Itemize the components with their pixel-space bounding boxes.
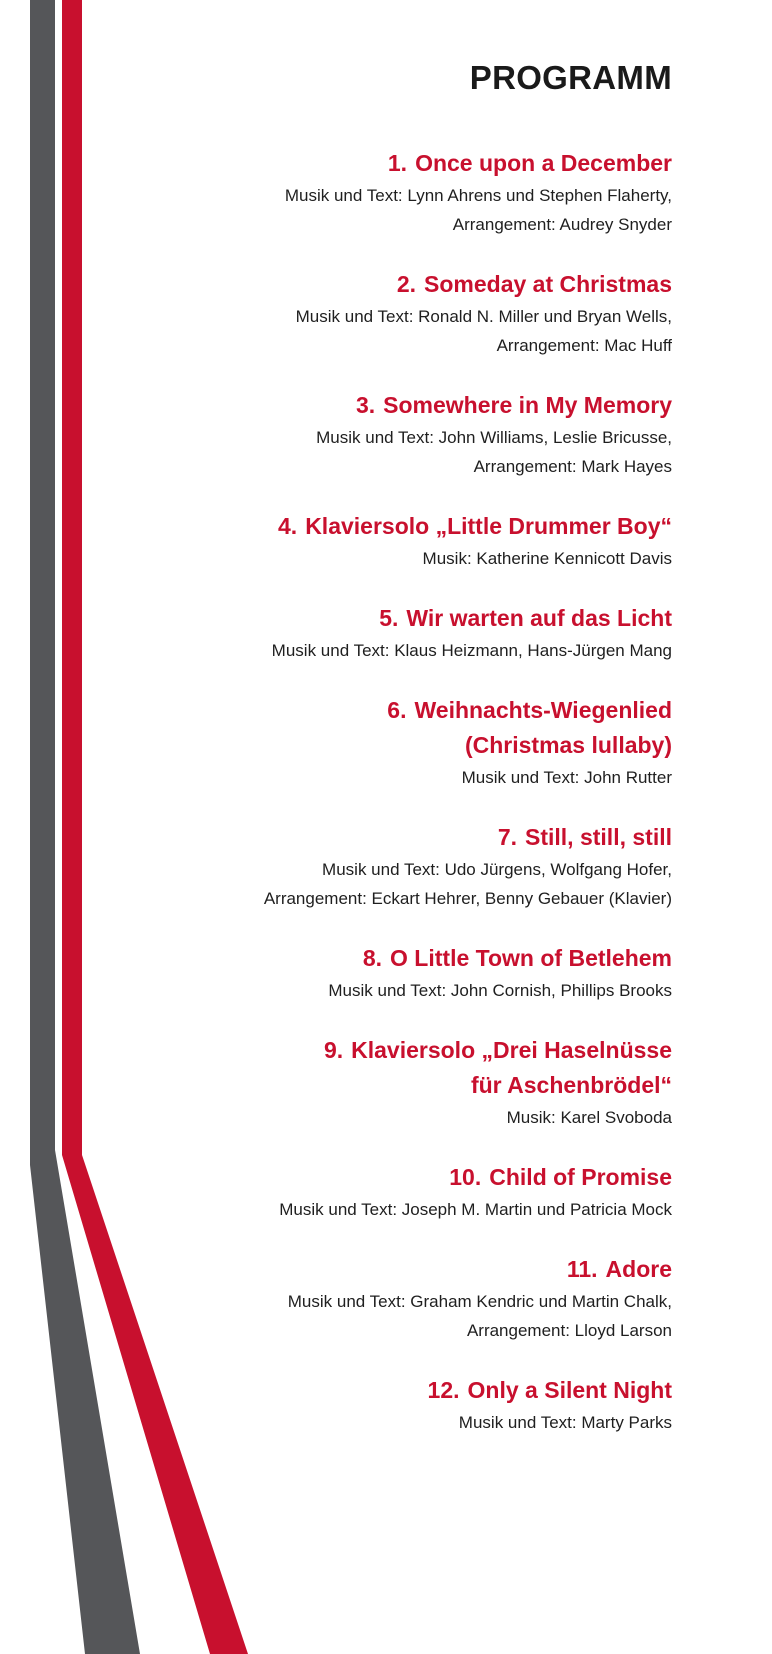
item-credit-line: Arrangement: Mac Huff (496, 336, 672, 355)
program-content (190, 58, 672, 1465)
program-item (190, 509, 672, 573)
item-title-text: Klaviersolo „Little Drummer Boy“ (305, 513, 672, 539)
item-title (190, 1033, 672, 1103)
item-number: 5. (379, 605, 399, 631)
item-title-line (190, 941, 672, 976)
item-number: 2. (396, 271, 417, 297)
item-credit (190, 181, 672, 239)
item-title (190, 1160, 672, 1195)
item-title (190, 1252, 672, 1287)
item-title-text: Wir warten auf das Licht (406, 605, 672, 631)
item-title-line (190, 1373, 672, 1408)
item-title-line (190, 693, 672, 728)
item-number: 8. (362, 945, 383, 971)
item-title-line (190, 820, 672, 855)
item-number: 3. (355, 392, 376, 418)
program-item (190, 267, 672, 360)
item-title (190, 267, 672, 302)
item-title-line (190, 1033, 672, 1068)
program-item (190, 146, 672, 239)
program-item (190, 941, 672, 1005)
item-title-text: Adore (605, 1256, 672, 1282)
item-title (190, 1373, 672, 1408)
item-credit (190, 1195, 672, 1224)
item-title-text: Someday at Christmas (424, 271, 672, 297)
item-number: 10. (449, 1164, 482, 1190)
item-credit (190, 636, 672, 665)
program-item (190, 1033, 672, 1132)
item-number: 6. (387, 697, 407, 723)
item-title-line (190, 1252, 672, 1287)
item-title-text: O Little Town of Betlehem (390, 945, 672, 971)
item-number: 9. (323, 1037, 344, 1063)
program-item (190, 601, 672, 665)
item-credit (190, 544, 672, 573)
item-credit-line: Musik und Text: John Williams, Leslie Bricusse, (316, 428, 672, 447)
item-credit-line: Musik und Text: John Rutter (461, 768, 672, 787)
item-title-line (190, 1160, 672, 1195)
item-credit-line: Musik und Text: John Cornish, Phillips Brooks (328, 981, 672, 1000)
item-title (190, 820, 672, 855)
program-item (190, 1160, 672, 1224)
program-item (190, 693, 672, 792)
item-number: 12. (427, 1377, 460, 1403)
item-number: 7. (497, 824, 518, 850)
item-credit-line: Arrangement: Eckart Hehrer, Benny Gebauer (Klavier) (263, 889, 672, 908)
item-title-line: (Christmas lullaby) (464, 732, 672, 758)
item-title-text: Child of Promise (489, 1164, 672, 1190)
item-credit (190, 855, 672, 913)
program-item (190, 388, 672, 481)
item-title-text: Somewhere in My Memory (383, 392, 672, 418)
item-title-text: Still, still, still (525, 824, 672, 850)
item-credit (190, 302, 672, 360)
item-title-line (190, 388, 672, 423)
item-title-text: Weihnachts-Wiegenlied (414, 697, 672, 723)
item-title-line (190, 267, 672, 302)
item-credit-line: Arrangement: Audrey Snyder (452, 215, 672, 234)
item-credit (190, 1287, 672, 1345)
item-credit-line: Musik und Text: Lynn Ahrens und Stephen Flaherty, (284, 186, 672, 205)
item-credit (190, 1103, 672, 1132)
item-credit-line: Musik und Text: Klaus Heizmann, Hans-Jürgen Mang (271, 641, 672, 660)
item-title-text: Only a Silent Night (467, 1377, 672, 1403)
item-credit (190, 1408, 672, 1437)
item-title (190, 693, 672, 763)
item-credit-line: Musik und Text: Ronald N. Miller und Bryan Wells, (295, 307, 672, 326)
item-credit (190, 976, 672, 1005)
item-credit-line: Musik und Text: Marty Parks (458, 1413, 672, 1432)
gray-stripe (30, 0, 140, 1654)
item-credit-line: Arrangement: Mark Hayes (473, 457, 672, 476)
item-title-line: für Aschenbrödel“ (470, 1072, 672, 1098)
item-title (190, 509, 672, 544)
program-list (190, 146, 672, 1437)
item-number: 11. (566, 1256, 598, 1282)
item-credit-line: Musik und Text: Joseph M. Martin und Patricia Mock (279, 1200, 672, 1219)
program-item (190, 1373, 672, 1437)
page-title: PROGRAMM (469, 59, 672, 96)
item-title-line (190, 509, 672, 544)
item-title-line (190, 146, 672, 181)
item-credit-line: Arrangement: Lloyd Larson (466, 1321, 672, 1340)
item-title (190, 601, 672, 636)
item-number: 4. (278, 513, 298, 539)
item-title-text: Klaviersolo „Drei Haselnüsse (351, 1037, 672, 1063)
item-number: 1. (387, 150, 408, 176)
item-credit-line: Musik und Text: Udo Jürgens, Wolfgang Hofer, (322, 860, 672, 879)
item-title (190, 941, 672, 976)
item-title (190, 146, 672, 181)
item-credit-line: Musik und Text: Graham Kendric und Martin Chalk, (287, 1292, 672, 1311)
item-title-line (190, 601, 672, 636)
item-credit-line: Musik: Katherine Kennicott Davis (422, 549, 672, 568)
item-credit (190, 763, 672, 792)
program-item (190, 820, 672, 913)
item-credit-line: Musik: Karel Svoboda (506, 1108, 672, 1127)
item-credit (190, 423, 672, 481)
item-title-text: Once upon a December (415, 150, 672, 176)
item-title (190, 388, 672, 423)
program-item (190, 1252, 672, 1345)
